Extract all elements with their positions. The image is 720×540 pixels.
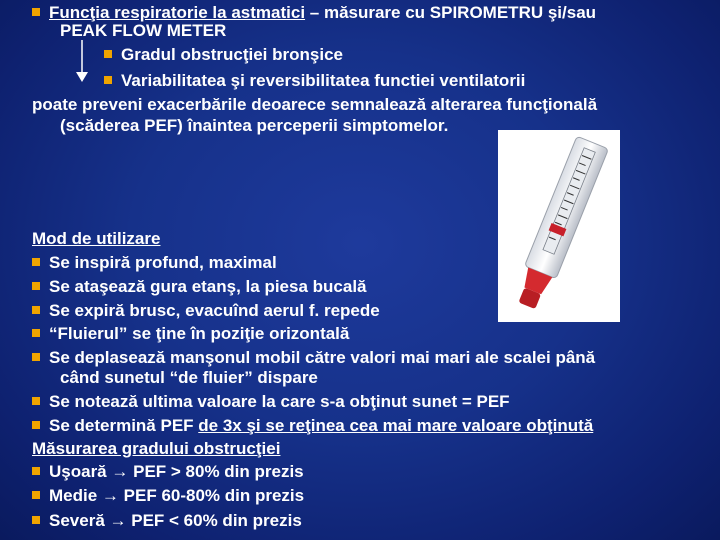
level-text: PEF > 80% din prezis	[133, 462, 304, 481]
usage-step-1	[32, 253, 277, 273]
square-bullet-icon	[32, 516, 40, 524]
right-arrow-icon: →	[111, 462, 129, 481]
intro-sub-2	[104, 71, 525, 91]
square-bullet-icon	[32, 421, 40, 429]
usage-step-text: Se deplasează manşonul mobil către valori mai mari ale scalei până	[49, 348, 596, 367]
intro-sub-1	[104, 45, 343, 65]
right-arrow-icon: →	[109, 511, 127, 530]
intro-line-2: PEAK FLOW METER	[60, 21, 227, 40]
intro-sub-2-text: Variabilitatea şi reversibilitatea functiei ventilatorii	[121, 71, 526, 90]
square-bullet-icon	[32, 258, 40, 266]
peak-flow-meter-image	[498, 130, 620, 322]
square-bullet-icon	[32, 282, 40, 290]
usage-step-3	[32, 301, 380, 321]
intro-line-3: poate preveni exacerbările deoarece semnalează alterarea funcţională	[32, 95, 598, 114]
square-bullet-icon	[32, 306, 40, 314]
down-arrow-icon	[74, 40, 90, 82]
usage-step-link[interactable]: de 3x şi se reţinea cea mai mare valoare obţinută	[198, 416, 594, 435]
usage-step-4	[32, 324, 349, 344]
level-name: Uşoară	[49, 462, 107, 481]
usage-step-text: Se ataşează gura etanş, la piesa bucală	[49, 277, 367, 296]
measure-level-3	[32, 511, 302, 531]
square-bullet-icon	[32, 353, 40, 361]
level-text: PEF < 60% din prezis	[131, 511, 302, 530]
intro-line-4: (scăderea PEF) înaintea perceperii simptomelor.	[60, 116, 449, 135]
usage-step-5-cont: când sunetul “de fluier” dispare	[60, 368, 318, 387]
usage-step-text: Se notează ultima valoare la care s-a obţinut sunet = PEF	[49, 392, 510, 411]
usage-step-6	[32, 392, 510, 412]
usage-step-2	[32, 277, 367, 297]
square-bullet-icon	[32, 467, 40, 475]
measure-level-2	[32, 486, 304, 506]
measure-level-1	[32, 462, 304, 482]
intro-sub-1-text: Gradul obstrucţiei bronşice	[121, 45, 343, 64]
right-arrow-icon: →	[101, 486, 119, 505]
usage-step-text: “Fluierul” se ţine în poziţie orizontală	[49, 324, 350, 343]
usage-step-5	[32, 348, 595, 368]
level-text: PEF 60-80% din prezis	[123, 486, 305, 505]
peak-flow-meter-drawing	[498, 130, 620, 322]
square-bullet-icon	[104, 50, 112, 58]
usage-heading[interactable]: Mod de utilizare	[32, 229, 161, 248]
usage-step-text: Se expiră brusc, evacuînd aerul f. repede	[49, 301, 380, 320]
usage-step-text: Se determină PEF	[49, 416, 199, 435]
square-bullet-icon	[32, 329, 40, 337]
level-name: Medie	[49, 486, 98, 505]
square-bullet-icon	[32, 491, 40, 499]
square-bullet-icon	[104, 76, 112, 84]
square-bullet-icon	[32, 8, 40, 16]
square-bullet-icon	[32, 397, 40, 405]
level-name: Severă	[49, 511, 105, 530]
intro-line-1-rest: – măsurare cu SPIROMETRU şi/sau	[305, 3, 597, 22]
intro-link[interactable]: Funcţia respiratorie la astmatici	[49, 3, 306, 22]
intro-line-1	[32, 3, 596, 23]
measure-heading[interactable]: Măsurarea gradului obstrucţiei	[32, 439, 281, 458]
usage-step-7	[32, 416, 593, 436]
usage-step-text: Se inspiră profund, maximal	[49, 253, 277, 272]
